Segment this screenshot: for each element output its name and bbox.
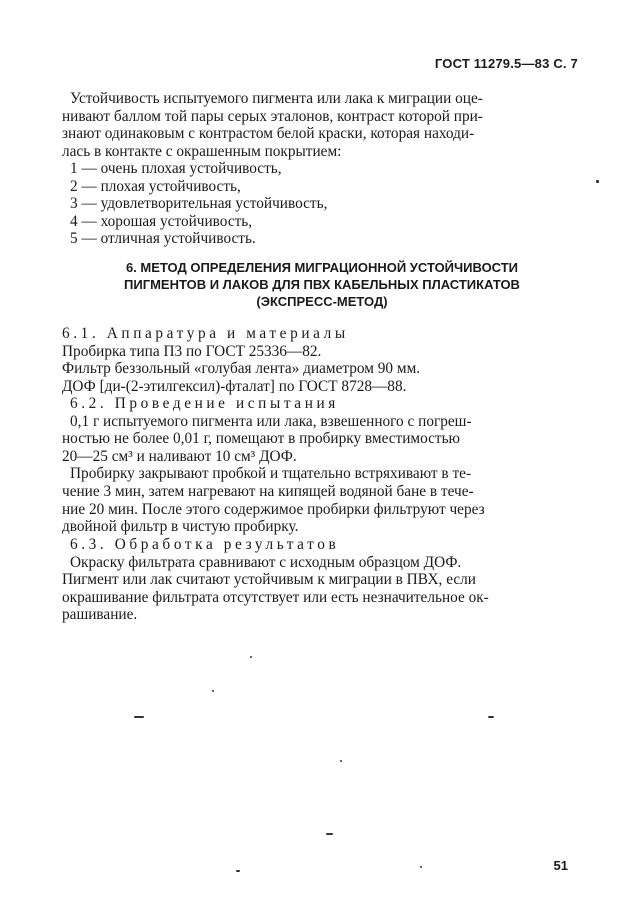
rating-item: 4 — хорошая устойчивость, xyxy=(70,212,253,230)
section-title-line: (ЭКСПРЕСС-МЕТОД) xyxy=(256,294,388,309)
scan-speck xyxy=(236,870,240,872)
subsection-heading-6-2: 6.2. Проведение испытания xyxy=(70,395,339,412)
material-item: ДОФ [ди-(2-этилгексил)-фталат] по ГОСТ 8728—88. xyxy=(62,377,407,395)
scan-speck xyxy=(488,716,494,718)
scan-speck xyxy=(420,866,422,868)
results-line: рашивание. xyxy=(62,606,138,624)
results-line: Пигмент или лак считают устойчивым к миграции в ПВХ, если xyxy=(62,571,476,589)
rating-item: 5 — отличная устойчивость. xyxy=(70,230,256,248)
procedure-line: ностью не более 0,01 г, помещают в пробирку вместимостью xyxy=(62,430,460,448)
rating-item: 1 — очень плохая устойчивость, xyxy=(70,160,282,177)
rating-item: 3 — удовлетворительная устойчивость, xyxy=(70,195,328,213)
intro-line: лась в контакте с окрашенным покрытием: xyxy=(62,142,342,160)
procedure-line: ние 20 мин. После этого содержимое пробирки фильтруют через xyxy=(62,500,485,518)
subsection-heading-6-1: 6.1. Аппаратура и материалы xyxy=(62,325,349,342)
intro-line: Устойчивость испытуемого пигмента или лака к миграции оце- xyxy=(70,90,483,107)
section-title-line: 6. МЕТОД ОПРЕДЕЛЕНИЯ МИГРАЦИОННОЙ УСТОЙЧИВОСТИ xyxy=(125,260,519,275)
scan-speck xyxy=(340,760,342,762)
results-line: окрашивание фильтрата отсутствует или есть незначительное ок- xyxy=(62,588,489,606)
scan-speck xyxy=(326,833,333,835)
intro-paragraph xyxy=(62,90,568,160)
procedure-line: чение 3 мин, затем нагревают на кипящей водяной бане в тече- xyxy=(62,482,474,500)
scan-speck xyxy=(250,656,252,658)
procedure-line: 0,1 г испытуемого пигмента или лака, взвешенного с погреш- xyxy=(70,412,472,430)
procedure-line: Пробирку закрывают пробкой и тщательно встряхивают в те- xyxy=(70,465,472,483)
standard-header: ГОСТ 11279.5—83 С. 7 xyxy=(434,56,578,71)
scan-speck xyxy=(134,716,144,718)
results-line: Окраску фильтрата сравнивают с исходным образцом ДОФ. xyxy=(70,553,462,571)
material-item: Пробирка типа П3 по ГОСТ 25336—82. xyxy=(62,342,322,360)
material-item: Фильтр беззольный «голубая лента» диаметром 90 мм. xyxy=(62,360,421,378)
procedure-line: 20—25 см³ и наливают 10 см³ ДОФ. xyxy=(62,447,297,465)
section-title-line: ПИГМЕНТОВ И ЛАКОВ ДЛЯ ПВХ КАБЕЛЬНЫХ ПЛАСТИКАТОВ xyxy=(124,277,520,292)
page-number: 51 xyxy=(553,858,568,873)
scan-speck xyxy=(596,180,599,183)
section-6-title xyxy=(62,259,582,310)
procedure-line: двойной фильтр в чистую пробирку. xyxy=(62,518,299,536)
section-6-2 xyxy=(62,395,568,536)
subsection-heading-6-3: 6.3. Обработка результатов xyxy=(70,536,340,553)
intro-line: знают одинаковым с контрастом белой краски, которая находи- xyxy=(62,125,475,143)
section-6-3 xyxy=(62,536,568,624)
rating-item: 2 — плохая устойчивость, xyxy=(70,177,241,195)
ratings-list xyxy=(62,160,568,248)
section-6-1 xyxy=(62,325,568,395)
scan-speck xyxy=(212,690,214,692)
intro-line: нивают баллом той пары серых эталонов, контраст которой при- xyxy=(62,107,483,125)
